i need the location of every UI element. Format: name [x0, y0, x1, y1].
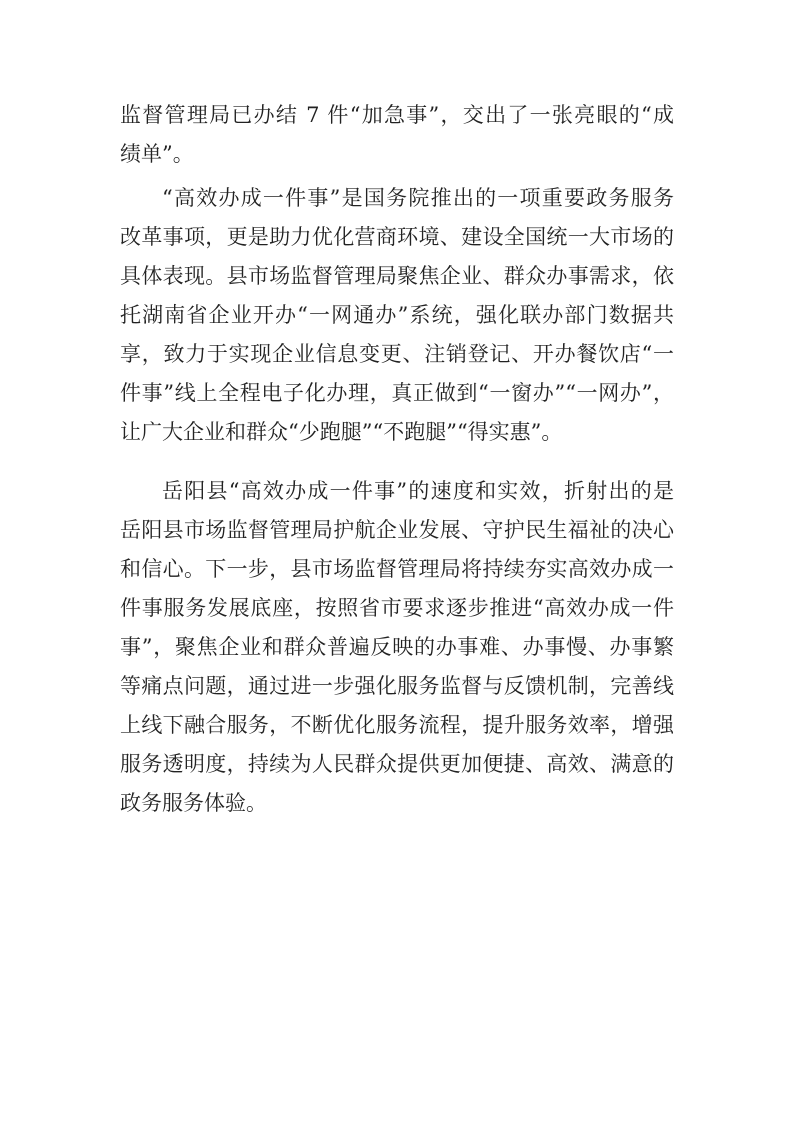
paragraph-3-line-1: 岳阳县“高效办成一件事”的速度和实效，折射出的是 [162, 479, 674, 503]
paragraph-3-line-5: 事”，聚焦企业和群众普遍反映的办事难、办事慢、办事繁 [120, 635, 674, 659]
paragraph-2-line-6: 件事”线上全程电子化办理，真正做到“一窗办”“一网办”， [120, 381, 674, 405]
paragraph-3-line-3: 和信心。下一步，县市场监督管理局将持续夯实高效办成一 [120, 557, 674, 581]
paragraph-3-line-4: 件事服务发展底座，按照省市要求逐步推进“高效办成一件 [120, 596, 674, 620]
paragraph-2-line-7: 让广大企业和群众“少跑腿”“不跑腿”“得实惠”。 [120, 420, 563, 444]
paragraph-3-line-9: 政务服务体验。 [120, 791, 267, 815]
paragraph-2-line-3: 具体表现。县市场监督管理局聚焦企业、群众办事需求，依 [120, 264, 674, 288]
paragraph-1 [120, 96, 674, 174]
paragraph-3 [120, 472, 674, 823]
paragraph-1-line-1: 监督管理局已办结 7 件“加急事”，交出了一张亮眼的“成 [120, 103, 674, 127]
paragraph-2-line-4: 托湖南省企业开办“一网通办”系统，强化联办部门数据共 [120, 303, 674, 327]
paragraph-3-line-2: 岳阳县市场监督管理局护航企业发展、守护民生福祉的决心 [120, 518, 674, 542]
paragraph-3-line-8: 服务透明度，持续为人民群众提供更加便捷、高效、满意的 [120, 752, 674, 776]
paragraph-2-line-1: “高效办成一件事”是国务院推出的一项重要政务服务 [162, 186, 674, 210]
paragraph-2-line-2: 改革事项，更是助力优化营商环境、建设全国统一大市场的 [120, 225, 674, 249]
paragraph-1-line-2: 绩单”。 [120, 142, 194, 166]
paragraph-3-line-6: 等痛点问题，通过进一步强化服务监督与反馈机制，完善线 [120, 674, 674, 698]
paragraph-2-line-5: 享，致力于实现企业信息变更、注销登记、开办餐饮店“一 [120, 342, 674, 366]
paragraph-2 [120, 179, 674, 452]
paragraph-3-line-7: 上线下融合服务，不断优化服务流程，提升服务效率，增强 [120, 713, 674, 737]
